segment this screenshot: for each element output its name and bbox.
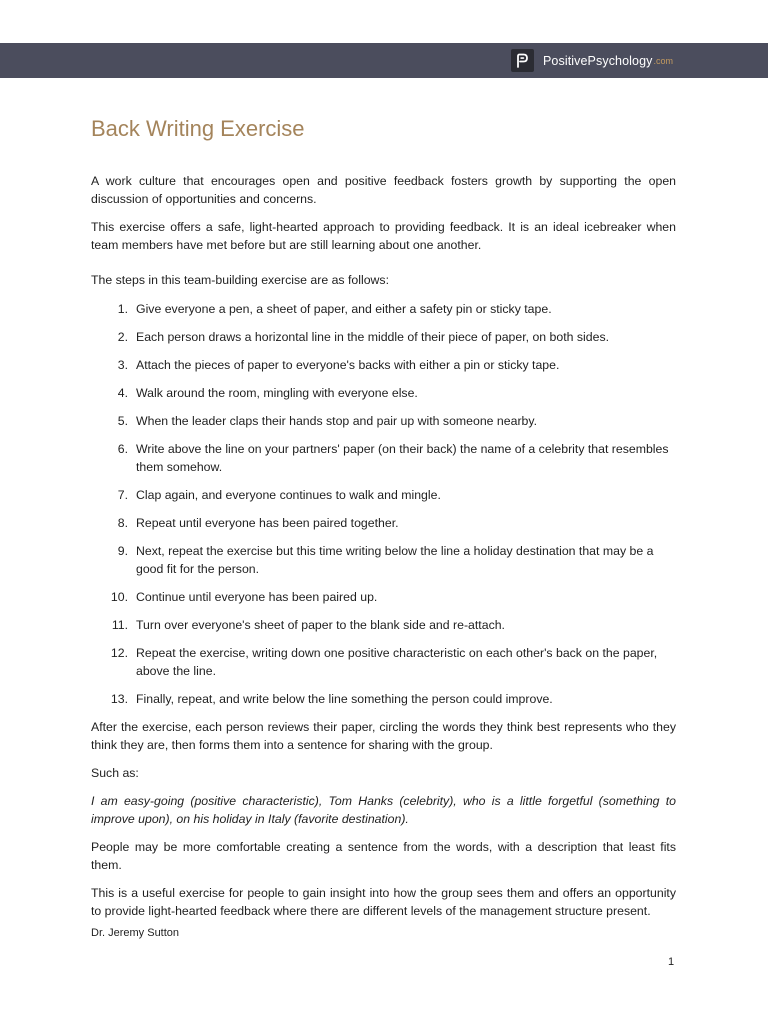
- header-bar: [0, 43, 768, 78]
- step-text: Repeat the exercise, writing down one positive characteristic on each other's back on the paper, above the line.: [136, 646, 658, 678]
- list-item: [91, 690, 676, 708]
- step-number: 12.: [110, 646, 128, 660]
- step-text: Turn over everyone's sheet of paper to the blank side and re-attach.: [136, 618, 505, 632]
- list-item: [91, 356, 676, 374]
- step-text: Finally, repeat, and write below the line something the person could improve.: [136, 692, 553, 706]
- steps-intro: The steps in this team-building exercise are as follows:: [91, 273, 389, 287]
- example-sentence: I am easy-going (positive characteristic), Tom Hanks (celebrity), who is a little forgetful (something to improve upon), on his holiday in Italy (favorite destination).: [91, 794, 676, 826]
- brand: [511, 49, 673, 72]
- list-item: [91, 328, 676, 346]
- list-item: [91, 616, 676, 634]
- step-number: 13.: [110, 692, 128, 706]
- step-number: 6.: [117, 442, 128, 456]
- brand-name: PositivePsychology: [542, 53, 653, 68]
- such-as-label: Such as:: [91, 766, 139, 780]
- list-item: [91, 542, 676, 578]
- step-text: Continue until everyone has been paired up.: [136, 590, 378, 604]
- after-exercise-paragraph: After the exercise, each person reviews their paper, circling the words they think best represents who they think they are, then forms them into a sentence for sharing with the group.: [91, 720, 676, 752]
- step-number: 10.: [110, 590, 128, 604]
- step-number: 3.: [117, 358, 128, 372]
- step-text: Next, repeat the exercise but this time writing below the line a holiday destination that may be a good fit for the person.: [136, 544, 654, 576]
- step-text: When the leader claps their hands stop and pair up with someone nearby.: [136, 414, 538, 428]
- step-text: Each person draws a horizontal line in the middle of their piece of paper, on both sides.: [136, 330, 610, 344]
- document-body: [91, 172, 676, 920]
- list-item: [91, 588, 676, 606]
- step-text: Give everyone a pen, a sheet of paper, and either a safety pin or sticky tape.: [136, 302, 552, 316]
- list-item: [91, 384, 676, 402]
- step-text: Write above the line on your partners' paper (on their back) the name of a celebrity that resembles them somehow.: [136, 442, 669, 474]
- positivepsychology-logo-icon: [511, 49, 534, 72]
- brand-tld: .com: [653, 55, 673, 66]
- step-number: 2.: [117, 330, 128, 344]
- author-name: Dr. Jeremy Sutton: [91, 927, 180, 939]
- step-number: 4.: [117, 386, 128, 400]
- intro-paragraph-2: This exercise offers a safe, light-hearted approach to providing feedback. It is an ideal icebreaker when team members have met before but are still learning about one another.: [91, 220, 676, 252]
- comfort-paragraph: People may be more comfortable creating a sentence from the words, with a description that least fits them.: [91, 840, 676, 872]
- step-number: 11.: [111, 618, 128, 632]
- intro-paragraph-1: A work culture that encourages open and positive feedback fosters growth by supporting the open discussion of opportunities and concerns.: [91, 174, 676, 206]
- page-number: 1: [668, 956, 675, 968]
- step-number: 5.: [117, 414, 128, 428]
- list-item: [91, 412, 676, 430]
- list-item: [91, 300, 676, 318]
- step-text: Attach the pieces of paper to everyone's backs with either a pin or sticky tape.: [136, 358, 560, 372]
- list-item: [91, 486, 676, 504]
- useful-paragraph: This is a useful exercise for people to gain insight into how the group sees them and offers an opportunity to provide light-hearted feedback where there are different levels of the management structure present.: [91, 886, 676, 918]
- page-title: Back Writing Exercise: [91, 116, 305, 141]
- steps-list: [91, 300, 676, 708]
- list-item: [91, 644, 676, 680]
- list-item: [91, 514, 676, 532]
- step-text: Walk around the room, mingling with everyone else.: [136, 386, 418, 400]
- step-text: Clap again, and everyone continues to walk and mingle.: [136, 488, 441, 502]
- list-item: [91, 440, 676, 476]
- step-text: Repeat until everyone has been paired together.: [136, 516, 399, 530]
- step-number: 9.: [117, 544, 128, 558]
- step-number: 1.: [117, 302, 128, 316]
- step-number: 7.: [117, 488, 128, 502]
- step-number: 8.: [117, 516, 128, 530]
